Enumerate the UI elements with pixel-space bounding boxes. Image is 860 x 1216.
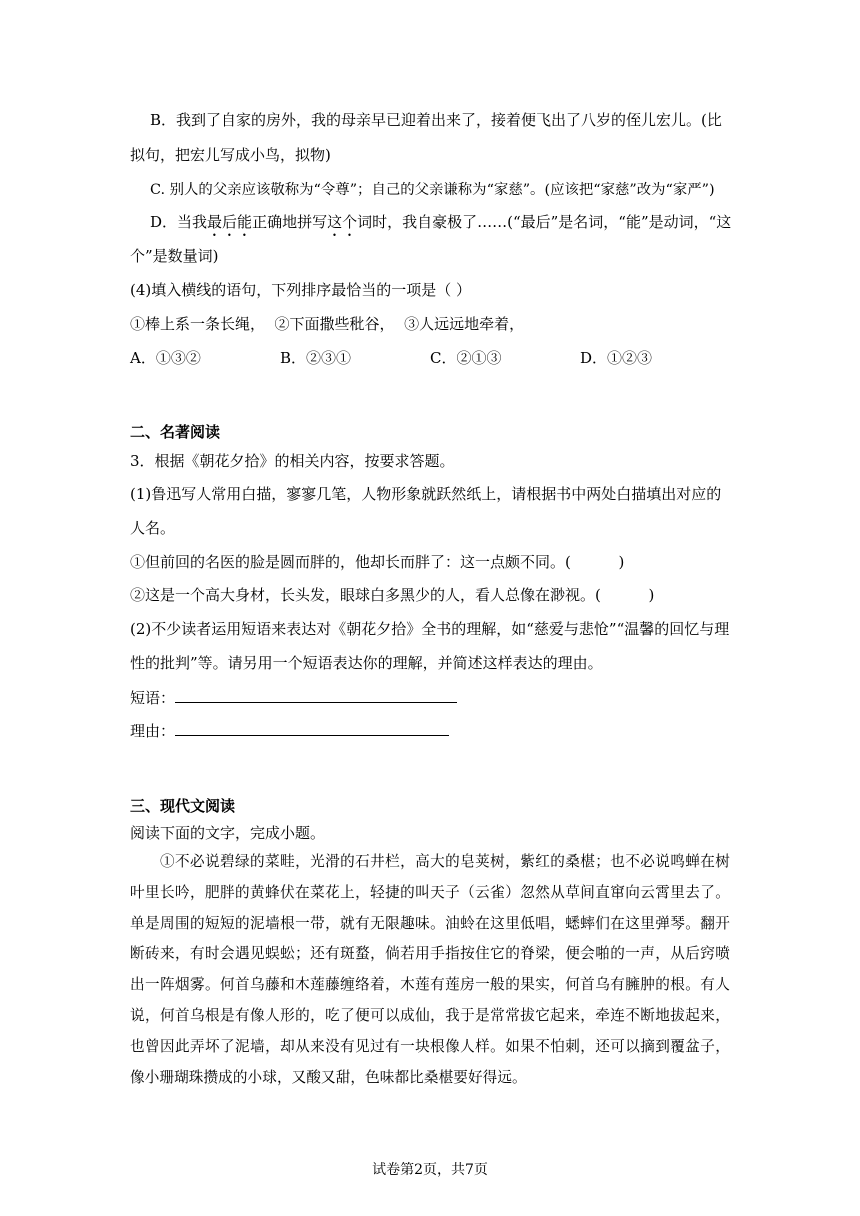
option-d-dotted-word: 能 (237, 213, 253, 231)
option-b-line2: 拟句，把宏儿写成小鸟，拟物) (130, 146, 331, 164)
choice-c[interactable]: C．②①③ (430, 349, 502, 367)
option-c: C. 别人的父亲应该敬称为“令尊”；自己的父亲谦称为“家慈”。(应该把“家慈”改为“家严”) (150, 182, 715, 198)
page-footer: 试卷第2页，共7页 (372, 1162, 488, 1178)
choice-a[interactable]: A．①③② (130, 349, 201, 367)
phrase-answer-blank[interactable] (175, 688, 457, 703)
option-d-dotted-word: 最后 (207, 213, 238, 231)
phrase-answer-row (130, 688, 457, 708)
option-d-line1 (150, 212, 731, 240)
reading-passage (130, 847, 730, 1093)
option-d-line2: 个”是数量词) (130, 247, 219, 265)
section-heading: 二、名著阅读 (130, 423, 221, 441)
choice-d[interactable]: D．①②③ (580, 349, 653, 367)
reason-answer-blank[interactable] (175, 721, 449, 736)
option-d-text: 词时，我自豪极了……(“最后”是名词，“能”是动词，“这 (357, 213, 732, 231)
option-b-line1: B．我到了自家的房外，我的母亲早已迎着出来了，接着便飞出了八岁的侄儿宏儿。(比 (150, 111, 722, 129)
reason-label: 理由： (130, 722, 176, 740)
passage-paragraph: ①不必说碧绿的菜畦，光滑的石井栏，高大的皂荚树，紫红的桑椹；也不必说鸣蝉在树叶里长吟，肥胖的黄蜂伏在菜花上，轻捷的叫天子（云雀）忽然从草间直窜向云霄里去了。单是周围的短短的泥墙根一带，就有无限趣味。油蛉在这里低唱，蟋蟀们在这里弹琴。翻开断砖来，有时会遇见蜈蚣；还有斑蝥，倘若用手指按住它的脊梁，便会啪的一声，从后窍喷出一阵烟雾。何首乌藤和木莲藤缠络着，木莲有莲房一般的果实，何首乌有臃肿的根。有人说，何首乌根是有像人形的，吃了便可以成仙，我于是常常拔它起来，牵连不断地拔起来，也曾因此弄坏了泥墙，却从来没有见过有一块根像人样。如果不怕刺，还可以摘到覆盆子，像小珊瑚珠攒成的小球，又酸又甜，色味都比桑椹要好得远。 (130, 853, 730, 1086)
question-3-2-line2: 性的批判”等。请另用一个短语表达你的理解，并简述这样表达的理由。 (130, 654, 603, 672)
question-3-stem: 3．根据《朝花夕拾》的相关内容，按要求答题。 (130, 452, 455, 470)
choice-b[interactable]: B．②③① (280, 349, 352, 367)
question-3-1-line2: 人名。 (130, 519, 176, 537)
question-3-2-line1: (2)不少读者运用短语来表达对《朝花夕拾》全书的理解，如“慈爱与悲怆”“温馨的回忆与理 (130, 620, 730, 638)
question-3-1-b: ②这是一个高大身材，长头发，眼球白多黑少的人，看人总像在渺视。( ) (130, 586, 655, 604)
question-2-4-phrases: ①棒上系一条长绳， ②下面撒些秕谷， ③人远远地牵着， (130, 315, 525, 333)
reading-intro: 阅读下面的文字，完成小题。 (130, 824, 326, 842)
question-3-1-line1: (1)鲁迅写人常用白描，寥寥几笔，人物形象就跃然纸上，请根据书中两处白描填出对应的 (130, 485, 722, 503)
option-d-text: D．当我 (150, 213, 208, 231)
option-d-text: 正确地拼写 (252, 213, 328, 231)
phrase-label: 短语： (130, 689, 176, 707)
option-d-dotted-word: 这个 (327, 213, 358, 231)
question-3-1-a: ①但前回的名医的脸是圆而胖的，他却长而胖了：这一点颇不同。( ) (130, 553, 625, 571)
reason-answer-row (130, 721, 449, 741)
section-heading: 三、现代文阅读 (130, 797, 236, 815)
question-2-4-stem: (4)填入横线的语句，下列排序最恰当的一项是（ ） (130, 281, 472, 299)
